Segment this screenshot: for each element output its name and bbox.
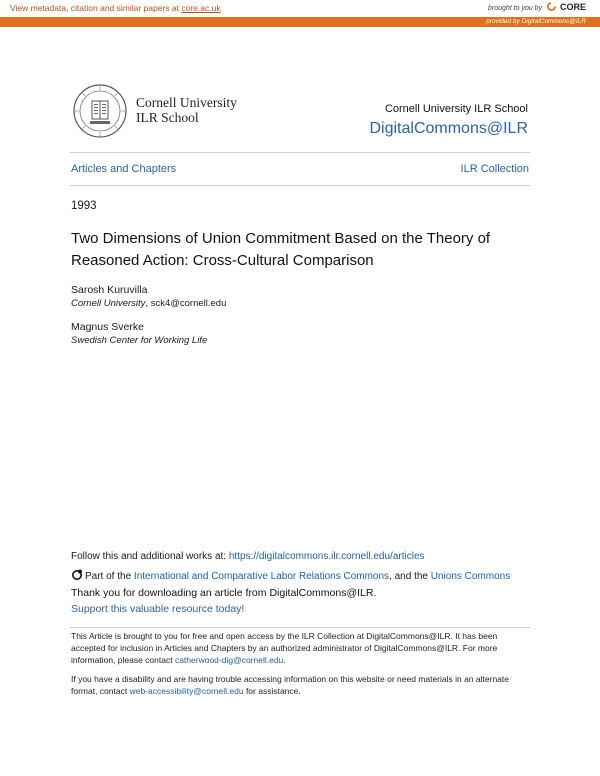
unions-commons-link[interactable]: Unions Commons: [430, 571, 511, 582]
footer-divider: [70, 627, 530, 628]
author-1: [71, 283, 226, 311]
author-email: , sck4@cornell.edu: [145, 298, 227, 309]
core-metadata-text: View metadata, citation and similar papers at: [10, 3, 182, 13]
brought-to-you-text: brought to you by: [487, 5, 543, 12]
core-brand[interactable]: [488, 2, 586, 12]
follow-url-link[interactable]: https://digitalcommons.ilr.cornell.edu/articles: [228, 551, 425, 562]
core-metadata-link[interactable]: [10, 3, 221, 13]
nav-divider: [70, 185, 530, 186]
ilr-school-label: Cornell University ILR School: [384, 103, 528, 115]
cornell-wordmark: [136, 95, 237, 125]
core-ac-uk-link[interactable]: core.ac.uk: [181, 3, 221, 13]
author-2: [71, 320, 207, 348]
author-name: Magnus Sverke: [71, 321, 144, 333]
support-link[interactable]: Support this valuable resource today!: [71, 603, 245, 615]
university-name: Cornell University: [136, 95, 237, 110]
core-logo-icon: [547, 2, 556, 11]
part-of-prefix: Part of the: [85, 571, 134, 582]
ilr-collection-link[interactable]: ILR Collection: [460, 163, 529, 175]
repository-header: [369, 103, 528, 138]
disability-end: for assistance.: [243, 686, 301, 696]
articles-and-chapters-link[interactable]: Articles and Chapters: [71, 163, 177, 175]
affiliation-text: Cornell University: [71, 298, 146, 309]
labor-relations-commons-link[interactable]: International and Comparative Labor Relations Commons: [133, 571, 390, 582]
core-name: CORE: [559, 2, 586, 12]
author-affiliation: Swedish Center for Working Life: [71, 335, 208, 346]
accessibility-notice: [71, 673, 531, 697]
provided-by-bar: [0, 17, 600, 27]
provided-by-text[interactable]: provided by DigitalCommons@ILR: [486, 18, 586, 25]
follow-line: [71, 551, 425, 562]
open-access-notice: [71, 630, 531, 666]
digitalcommons-link[interactable]: DigitalCommons@ILR: [369, 120, 528, 137]
author-affiliation: [71, 297, 226, 311]
cornell-seal-icon: [72, 83, 128, 139]
header-divider: [70, 152, 530, 153]
part-of-mid: , and the: [389, 571, 431, 582]
author-name: Sarosh Kuruvilla: [71, 284, 148, 296]
part-of-line: [71, 569, 510, 582]
article-title: Two Dimensions of Union Commitment Based on the Theory of Reasoned Action: Cross-Cultural Comparison: [71, 230, 491, 269]
accessibility-email-link[interactable]: web-accessibility@cornell.edu: [129, 686, 244, 696]
follow-prefix: Follow this and additional works at:: [71, 551, 229, 562]
access-end: .: [283, 655, 286, 665]
disability-text: If you have a disability and are having trouble accessing information on this website or need materials in an alternate format, contact: [71, 674, 510, 696]
core-banner: [0, 0, 600, 17]
commons-network-icon: [71, 569, 83, 581]
catherwood-email-link[interactable]: catherwood-dig@cornell.edu: [174, 655, 284, 665]
school-name: ILR School: [136, 110, 199, 125]
publication-year: 1993: [71, 200, 97, 212]
thank-you-text: Thank you for downloading an article from DigitalCommons@ILR.: [71, 587, 377, 599]
access-text: This Article is brought to you for free and open access by the ILR Collection at DigitalCommons@ILR. It has been accepted for inclusion in Articles and Chapters by an authorized administrator of DigitalCommons@ILR. For more information, please contact: [71, 631, 498, 665]
